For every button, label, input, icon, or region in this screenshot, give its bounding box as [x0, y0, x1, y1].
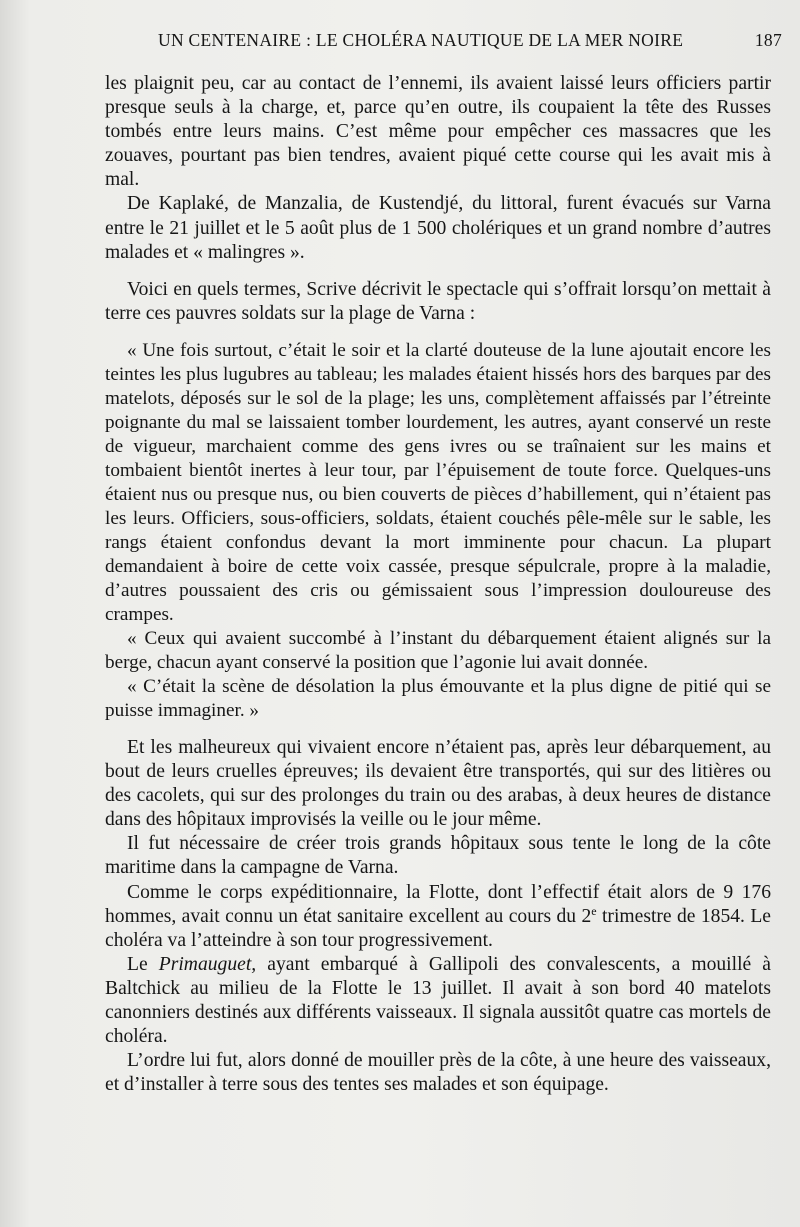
primauguet-text-end: ayant embarqué à Gallipoli des convalescents, a mouillé à Baltchick au milieu de la Flotte le 13 juillet. Il avait à son bord 40 matelots canonniers destinés aux différents vaisseaux. Il signala aussitôt quatre cas mortels de choléra. — [105, 953, 771, 1048]
paragraph-transport: Et les malheureux qui vivaient encore n’étaient pas, après leur débarquement, au bout de leurs cruelles épreuves; ils devaient être transportés, qui sur des litières ou des cacolets, qui sur des prolonges du train ou des arabas, à deux heures de distance dans des hôpitaux improvisés la veille ou le jour même. — [105, 736, 771, 831]
paragraph-continued: les plaignit peu, car au contact de l’ennemi, ils avaient laissé leurs officiers partir presque seuls à la charge, et, parce qu’en outre, ils coupaient la tête des Russes tombés entre leurs mains. C’est même pour empêcher ces massacres que les zouaves, pourtant pas bien tendres, avaient piqué cette course qui les avait mis à mal. — [105, 73, 771, 191]
primauguet-text-start: Le — [127, 953, 159, 975]
paragraph-primauguet — [105, 953, 771, 1049]
paragraph-evacuations: De Kaplaké, de Manzalia, de Kustendjé, du littoral, furent évacués sur Varna entre le 21 juillet et le 5 août plus de 1 500 cholériques et un grand nombre d’autres malades et « malingres ». — [105, 193, 771, 263]
running-header — [158, 30, 782, 51]
paragraph-scrive-intro: Voici en quels termes, Scrive décrivit le spectacle qui s’offrait lorsqu’on mettait à terre ces pauvres soldats sur la plage de Varna : — [105, 278, 771, 324]
page-number: 187 — [754, 30, 782, 50]
quote-paragraph-2: « Ceux qui avaient succombé à l’instant du débarquement étaient alignés sur la berge, chacun ayant conservé la position que l’agonie lui avait donnée. — [105, 627, 771, 673]
paragraph-order: L’ordre lui fut, alors donné de mouiller près de la côte, à une heure des vaisseaux, et d’installer à terre sous des tentes ses malades et son équipage. — [105, 1050, 771, 1096]
running-title: UN CENTENAIRE : LE CHOLÉRA NAUTIQUE DE LA MER NOIRE — [158, 30, 684, 50]
quote-paragraph-1: « Une fois surtout, c’était le soir et la clarté douteuse de la lune ajoutait encore les teintes les plus lugubres au tableau; les malades étaient hissés hors des barques par des matelots, déposés sur le sol de la plage; les uns, complètement affaissés par l’étreinte poignante du mal se laissaient tomber lourdement, les autres, ayant conservé un reste de vigueur, marchaient comme des gens ivres ou se traînaient sur les mains et tombaient bientôt inertes à leur tour, par l’épuisement de toute force. Quelques-uns étaient nus ou presque nus, ou bien couverts de pièces d’habillement, qui n’étaient pas les leurs. Officiers, sous-officiers, soldats, étaient couchés pêle-mêle sur le sable, les rangs étaient confondus devant la mort imminente pour chacun. La plupart demandaient à boire de cette voix cassée, presque sépulcrale, propre à la maladie, d’autres poussaient des cris ou gémissaient sous l’impression douloureuse des crampes. — [105, 339, 771, 625]
page-body — [105, 72, 771, 1097]
paragraph-hospitals: Il fut nécessaire de créer trois grands hôpitaux sous tente le long de la côte maritime dans la campagne de Varna. — [105, 833, 771, 879]
ordinal-number: 2 — [581, 905, 592, 927]
paragraph-fleet — [105, 881, 771, 953]
quote-paragraph-3: « C’était la scène de désolation la plus émouvante et la plus digne de pitié qui se puisse immaginer. » — [105, 675, 771, 721]
fleet-text-start: Comme le corps expéditionnaire, la Flotte, dont l’effectif était alors de 9 176 hommes, avait connu un état sanitaire excellent au cours du — [105, 881, 771, 927]
fleet-text-end: trimestre de 1854. Le choléra va l’atteindre à son tour progressivement. — [105, 905, 771, 951]
ordinal-suffix: e — [591, 903, 597, 918]
ship-name: Primauguet, — [158, 953, 257, 975]
